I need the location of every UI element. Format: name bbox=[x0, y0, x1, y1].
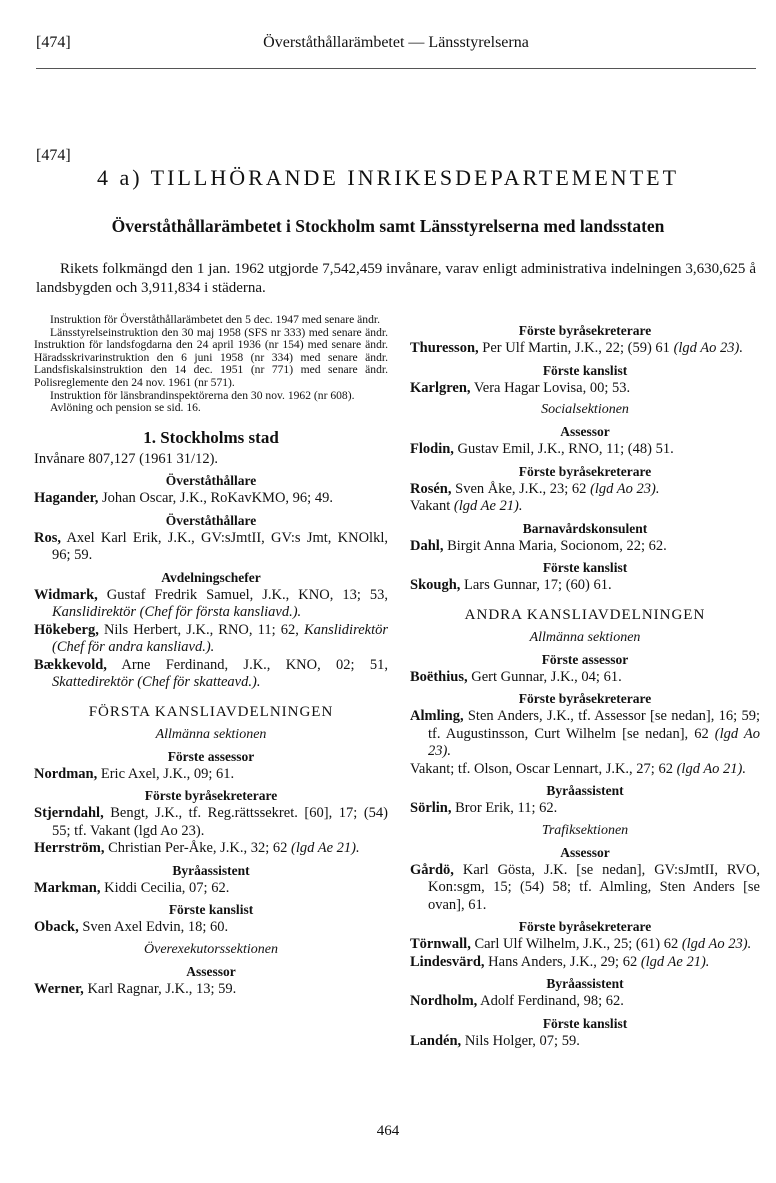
entry-name: Hökeberg, bbox=[34, 621, 99, 638]
entry-text: Nils Herbert, J.K., RNO, 11; 62, bbox=[98, 621, 304, 638]
entry-text: Christian Per-Åke, J.K., 32; 62 bbox=[104, 840, 292, 857]
entry bbox=[34, 657, 388, 692]
entry-text: Per Ulf Martin, J.K., 22; (59) 61 bbox=[478, 340, 674, 356]
position-heading: Förste assessor bbox=[167, 748, 255, 764]
entry-title: (lgd Ae 21). bbox=[291, 840, 360, 857]
subsection-heading: Allmänna sektionen bbox=[155, 726, 267, 742]
position-heading: Förste byråsekreterare bbox=[518, 919, 652, 934]
position-heading: Avdelningschefer bbox=[161, 569, 261, 585]
position-heading: Förste byråsekreterare bbox=[518, 463, 652, 479]
entry-name: Nordman, bbox=[34, 765, 98, 782]
entry-text: Kiddi Cecilia, 07; 62. bbox=[100, 879, 230, 896]
entry-text: Vakant bbox=[410, 498, 454, 514]
position-heading: Förste byråsekreterare bbox=[518, 323, 652, 338]
section-ref: [474] bbox=[36, 147, 71, 164]
entry-text: Gert Gunnar, J.K., 04; 61. bbox=[467, 668, 622, 685]
position-heading: Överståthållare bbox=[165, 512, 257, 528]
entry-name: Landén, bbox=[410, 1032, 462, 1049]
entry-text: Sten Anders, J.K., tf. Assessor [se nedan], 16; 59; tf. Augustinsson, Curt Wilhelm [se nedan], 62 bbox=[428, 708, 760, 742]
entry-title: Kanslidirektör (Chef för andra kansliavd.). bbox=[52, 621, 388, 656]
entry-title: (lgd Ao 23). bbox=[428, 725, 760, 759]
entry bbox=[34, 981, 388, 999]
entry-text: Sven Axel Edvin, 18; 60. bbox=[78, 919, 229, 936]
entry bbox=[410, 340, 760, 358]
entry-text: Bror Erik, 11; 62. bbox=[451, 800, 558, 816]
entry-title: (lgd Ao 23). bbox=[590, 480, 660, 497]
note-paragraph: Avlöning och pension se sid. 16. bbox=[50, 401, 201, 415]
entry bbox=[410, 1033, 760, 1051]
entry bbox=[34, 919, 388, 937]
entry-name: Almling, bbox=[410, 708, 464, 724]
entry-text: Vera Hagar Lovisa, 00; 53. bbox=[470, 379, 631, 396]
entry bbox=[410, 993, 760, 1011]
entry-name: Nordholm, bbox=[410, 993, 478, 1009]
right-blocks bbox=[410, 322, 760, 1050]
entry bbox=[410, 800, 760, 818]
entry-title: (lgd Ao 23). bbox=[681, 936, 752, 952]
entry-name: Törnwall, bbox=[410, 936, 471, 952]
entry-title: (lgd Ae 21). bbox=[640, 953, 710, 970]
entry bbox=[410, 862, 760, 915]
section-title: 4 a) TILLHÖRANDE INRIKESDEPARTEMENTET bbox=[96, 165, 680, 190]
entry-text: Karl Ragnar, J.K., 13; 59. bbox=[83, 980, 237, 997]
running-header bbox=[36, 34, 756, 69]
position-heading: Överståthållare bbox=[165, 473, 257, 489]
entry-name: Gårdö, bbox=[410, 861, 454, 878]
entry bbox=[410, 498, 760, 516]
entry-text: Axel Karl Erik, J.K., GV:sJmtII, GV:s Jmt, KNOlkl, 96; 59. bbox=[52, 529, 388, 564]
entry-name: Rosén, bbox=[410, 480, 452, 497]
subsection-heading: Trafiksektionen bbox=[541, 822, 629, 838]
left-blocks bbox=[34, 472, 388, 998]
note-paragraph: Instruktion för Överståthållarämbetet den 5 dec. 1947 med senare ändr. bbox=[50, 313, 380, 326]
header-page-ref: [474] bbox=[36, 34, 71, 51]
entry bbox=[410, 380, 760, 398]
entry bbox=[34, 880, 388, 898]
position-heading: Assessor bbox=[560, 844, 610, 860]
entry-text: Bengt, J.K., tf. Reg.rättssekret. [60], 17; (54) 55; tf. Vakant (lgd Ao 23). bbox=[52, 805, 388, 839]
position-heading: Förste kanslist bbox=[168, 902, 254, 918]
entry-name: Thuresson, bbox=[410, 340, 479, 356]
entry bbox=[410, 954, 760, 972]
position-heading: Förste kanslist bbox=[542, 362, 628, 378]
entry bbox=[34, 766, 388, 784]
entry-text: Hans Anders, J.K., 29; 62 bbox=[484, 953, 641, 970]
entry bbox=[410, 936, 760, 954]
running-title: Överståthållarämbetet — Länsstyrelserna bbox=[263, 34, 529, 51]
entry-name: Oback, bbox=[34, 919, 79, 936]
subsection-heading: Överexekutorssektionen bbox=[144, 941, 278, 957]
subsection-heading: Socialsektionen bbox=[541, 402, 629, 417]
entry-text: Arne Ferdinand, J.K., KNO, 02; 51, bbox=[106, 656, 388, 673]
page-number: 464 bbox=[376, 1123, 400, 1139]
note-paragraph: Länsstyrelseinstruktion den 30 maj 1958 (SFS nr 333) med senare ändr. Instruktion för landsfogdarna den 24 april 1936 (nr 154) med senare ändr. Häradsskrivarinstruktion den 6 juni 1958 (nr 334) med senare ändr. Landsfiskalsinstruktion den 14 dec. 1951 (nr 771) med senare ändr. Polisreglemente den 24 nov. 1961 (nr 571). bbox=[34, 325, 388, 389]
department-heading: ANDRA KANSLIAVDELNINGEN bbox=[464, 606, 706, 623]
entry-text: Vakant; tf. Olson, Oscar Lennart, J.K., 27; 62 bbox=[410, 760, 677, 777]
entry-title: (lgd Ao 23). bbox=[673, 340, 743, 356]
entry-text: Johan Oscar, J.K., RoKavKMO, 96; 49. bbox=[98, 490, 333, 507]
entry-name: Dahl, bbox=[410, 537, 444, 554]
entry-title: Kanslidirektör (Chef för första kansliavd.). bbox=[52, 604, 302, 621]
entry-text: Lars Gunnar, 17; (60) 61. bbox=[460, 577, 612, 593]
entry bbox=[34, 805, 388, 840]
entry-name: Bækkevold, bbox=[34, 656, 107, 673]
entry-name: Widmark, bbox=[34, 586, 98, 603]
entry bbox=[410, 481, 760, 499]
position-heading: Förste byråsekreterare bbox=[144, 788, 278, 804]
entry-name: Flodin, bbox=[410, 441, 454, 457]
entry-text: Sven Åke, J.K., 23; 62 bbox=[451, 480, 591, 497]
entry bbox=[410, 761, 760, 779]
note-paragraph: Instruktion för länsbrandinspektörerna den 30 nov. 1962 (nr 608). bbox=[50, 388, 355, 402]
entry-title: (lgd Ao 21). bbox=[676, 760, 746, 777]
entry bbox=[34, 587, 388, 622]
entry-name: Markman, bbox=[34, 879, 101, 896]
entry-name: Sörlin, bbox=[410, 800, 452, 816]
position-heading: Förste kanslist bbox=[542, 560, 628, 575]
entry bbox=[410, 669, 760, 687]
subsection-heading: Allmänna sektionen bbox=[529, 629, 641, 645]
right-column bbox=[410, 318, 760, 1050]
left-column bbox=[34, 314, 388, 998]
entry-text: Carl Ulf Wilhelm, J.K., 25; (61) 62 bbox=[470, 936, 682, 952]
position-heading: Byråassistent bbox=[172, 862, 250, 878]
entry-name: Werner, bbox=[34, 980, 84, 997]
department-heading: FÖRSTA KANSLIAVDELNINGEN bbox=[88, 703, 334, 720]
entry-text: Nils Holger, 07; 59. bbox=[461, 1032, 580, 1049]
entry-text: Karl Gösta, J.K. [se nedan], GV:sJmtII, RVO, Kon:sgm, 15; (54) 58; tf. Almling, Sten Anders [se ovan], 61. bbox=[428, 861, 760, 913]
position-heading: Förste byråsekreterare bbox=[518, 691, 652, 706]
entry-text: Adolf Ferdinand, 98; 62. bbox=[477, 993, 624, 1009]
entry bbox=[34, 530, 388, 565]
entry-name: Hagander, bbox=[34, 490, 99, 507]
intro-paragraph: Rikets folkmängd den 1 jan. 1962 utgjorde 7,542,459 invånare, varav enligt administrativa indelningen 3,630,625 å landsbygden och 3,911,834 i städerna. bbox=[36, 261, 756, 296]
entry-name: Karlgren, bbox=[410, 379, 471, 396]
entry-text: Gustav Emil, J.K., RNO, 11; (48) 51. bbox=[453, 441, 674, 457]
city-heading: 1. Stockholms stad bbox=[143, 427, 279, 447]
entry bbox=[410, 441, 760, 459]
entry bbox=[34, 490, 388, 508]
entry-title: (lgd Ae 21). bbox=[453, 498, 523, 514]
entry bbox=[410, 577, 760, 595]
inhabitants-line: Invånare 807,127 (1961 31/12). bbox=[34, 450, 219, 467]
entry-title: Skattedirektör (Chef för skatteavd.). bbox=[52, 674, 261, 691]
entry-name: Lindesvärd, bbox=[410, 953, 485, 970]
entry bbox=[410, 708, 760, 761]
entry bbox=[34, 840, 388, 858]
position-heading: Byråassistent bbox=[546, 976, 624, 991]
position-heading: Barnavårdskonsulent bbox=[522, 520, 648, 536]
position-heading: Förste kanslist bbox=[542, 1015, 628, 1031]
section-subtitle: Överståthållarämbetet i Stockholm samt Länsstyrelserna med landsstaten bbox=[111, 216, 665, 236]
entry-name: Herrström, bbox=[34, 840, 105, 857]
position-heading: Assessor bbox=[560, 424, 610, 439]
position-heading: Byråassistent bbox=[546, 783, 624, 798]
entry bbox=[34, 622, 388, 657]
entry bbox=[410, 538, 760, 556]
entry-name: Ros, bbox=[34, 529, 61, 546]
entry-text: Birgit Anna Maria, Socionom, 22; 62. bbox=[443, 537, 667, 554]
entry-name: Skough, bbox=[410, 577, 461, 593]
position-heading: Assessor bbox=[186, 963, 236, 979]
entry-name: Boëthius, bbox=[410, 668, 468, 685]
entry-name: Stjerndahl, bbox=[34, 805, 104, 822]
position-heading: Förste assessor bbox=[541, 651, 629, 667]
entry-text: Eric Axel, J.K., 09; 61. bbox=[97, 765, 235, 782]
entry-text: Gustaf Fredrik Samuel, J.K., KNO, 13; 53, bbox=[97, 586, 388, 603]
